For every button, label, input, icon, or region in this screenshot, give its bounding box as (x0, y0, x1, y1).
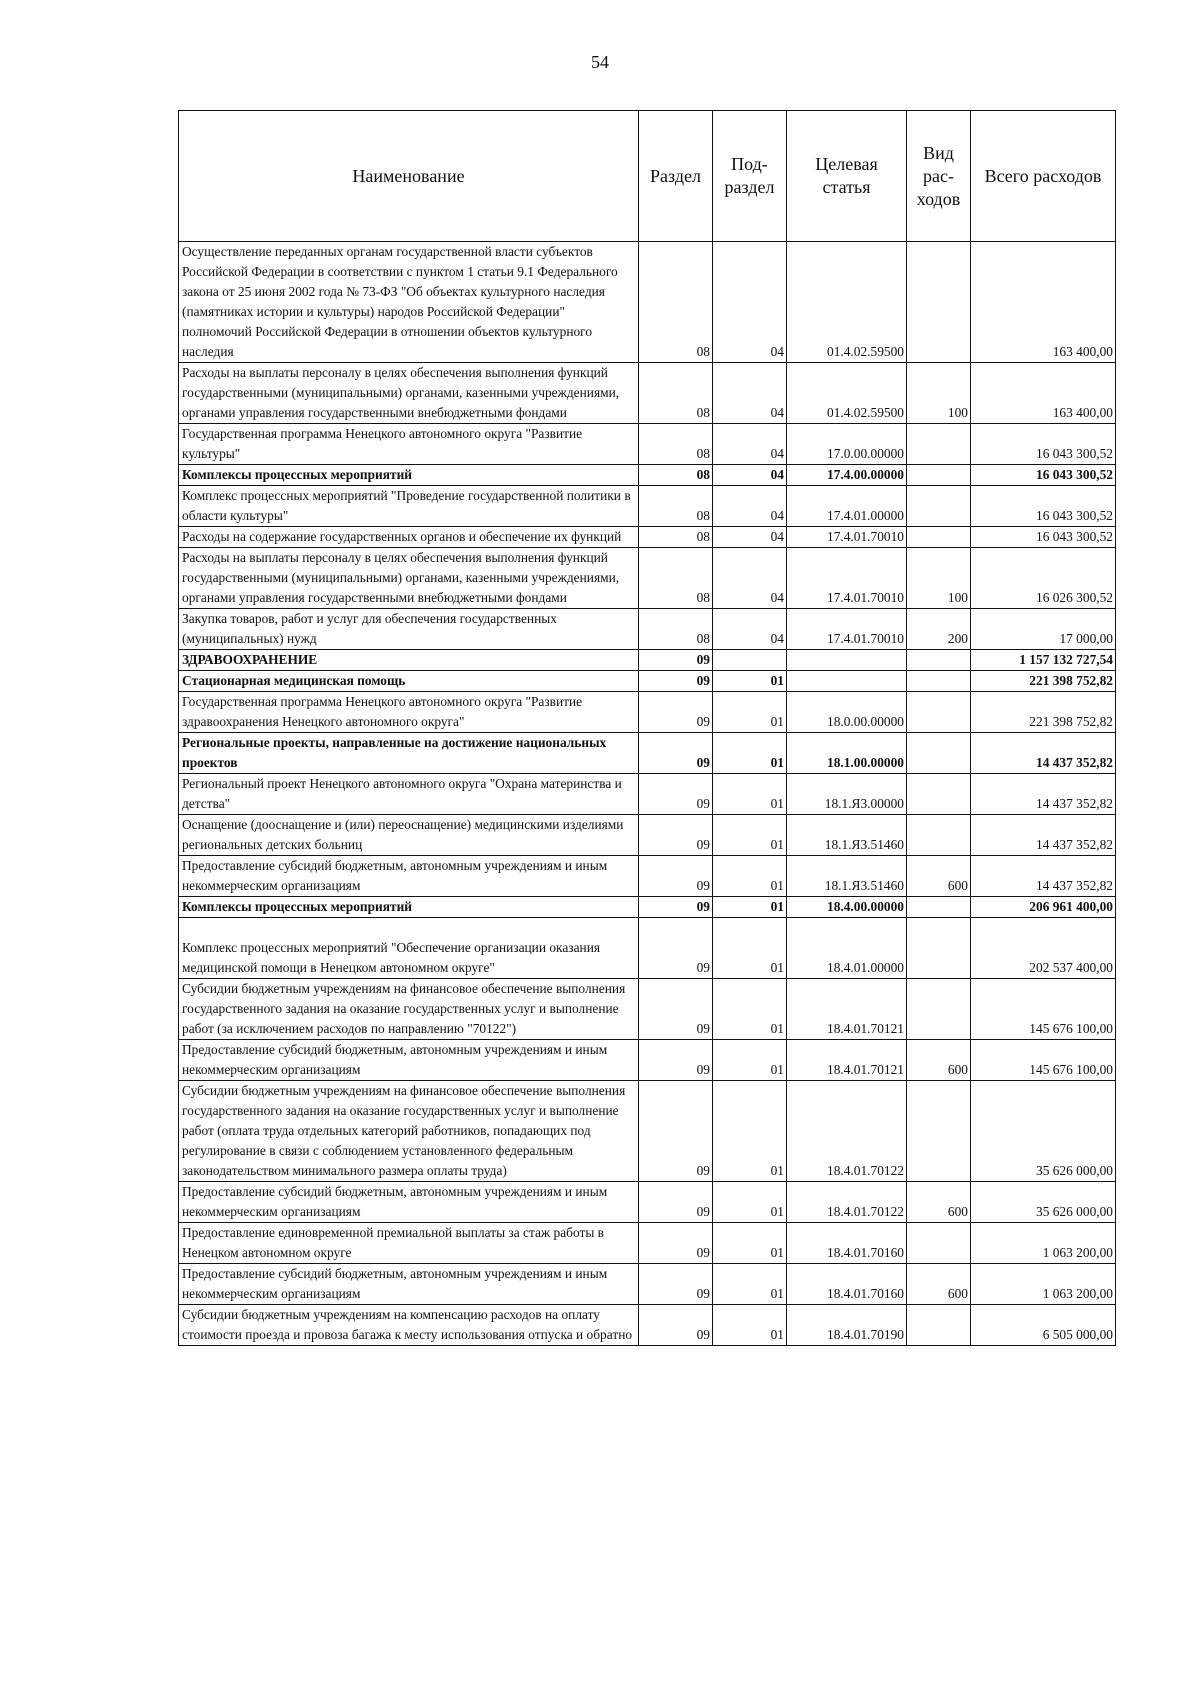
budget-table (178, 110, 1116, 1346)
row-total: 1 063 200,00 (971, 1264, 1116, 1305)
row-target: 18.4.01.70122 (787, 1081, 907, 1182)
header-name: Наименование (179, 111, 639, 242)
row-total: 206 961 400,00 (971, 897, 1116, 918)
row-kind: 200 (907, 609, 971, 650)
table-row (179, 856, 1116, 897)
row-subsection: 04 (713, 465, 787, 486)
row-subsection: 01 (713, 1182, 787, 1223)
row-target: 18.4.00.00000 (787, 897, 907, 918)
row-target: 18.1.Я3.51460 (787, 856, 907, 897)
row-total: 16 043 300,52 (971, 486, 1116, 527)
header-section: Раздел (639, 111, 713, 242)
row-subsection: 01 (713, 1223, 787, 1264)
row-subsection: 01 (713, 733, 787, 774)
row-name: Предоставление субсидий бюджетным, автономным учреждениям и иным некоммерческим организациям (179, 1182, 639, 1223)
row-subsection: 01 (713, 1081, 787, 1182)
row-target: 18.0.00.00000 (787, 692, 907, 733)
row-section: 08 (639, 424, 713, 465)
row-total: 145 676 100,00 (971, 979, 1116, 1040)
row-total: 6 505 000,00 (971, 1305, 1116, 1346)
row-total: 16 026 300,52 (971, 548, 1116, 609)
row-target: 17.4.01.70010 (787, 609, 907, 650)
row-section: 09 (639, 856, 713, 897)
row-kind (907, 527, 971, 548)
row-total: 163 400,00 (971, 363, 1116, 424)
header-target: Целевая статья (787, 111, 907, 242)
row-target: 01.4.02.59500 (787, 242, 907, 363)
row-kind (907, 979, 971, 1040)
row-target: 18.4.01.70122 (787, 1182, 907, 1223)
table-row (179, 918, 1116, 979)
row-section: 08 (639, 609, 713, 650)
row-section: 09 (639, 1305, 713, 1346)
row-section: 09 (639, 1081, 713, 1182)
page-number: 54 (591, 52, 609, 72)
row-name: Закупка товаров, работ и услуг для обеспечения государственных (муниципальных) нужд (179, 609, 639, 650)
row-kind: 100 (907, 548, 971, 609)
row-total: 16 043 300,52 (971, 527, 1116, 548)
row-section: 09 (639, 1223, 713, 1264)
row-kind (907, 671, 971, 692)
row-kind (907, 918, 971, 979)
row-kind: 600 (907, 1040, 971, 1081)
table-row (179, 486, 1116, 527)
table-row (179, 815, 1116, 856)
row-subsection: 04 (713, 363, 787, 424)
header-subsection: Под-раздел (713, 111, 787, 242)
row-section: 09 (639, 1182, 713, 1223)
row-target (787, 650, 907, 671)
row-kind: 600 (907, 1182, 971, 1223)
row-section: 08 (639, 527, 713, 548)
row-section: 09 (639, 692, 713, 733)
row-name: Расходы на содержание государственных органов и обеспечение их функций (179, 527, 639, 548)
row-section: 08 (639, 486, 713, 527)
table-row (179, 609, 1116, 650)
row-name: Государственная программа Ненецкого автономного округа "Развитие культуры" (179, 424, 639, 465)
table-row (179, 979, 1116, 1040)
row-total: 14 437 352,82 (971, 815, 1116, 856)
row-section: 09 (639, 918, 713, 979)
row-name: Предоставление субсидий бюджетным, автономным учреждениям и иным некоммерческим организациям (179, 856, 639, 897)
row-name: Субсидии бюджетным учреждениям на компенсацию расходов на оплату стоимости проезда и провоза багажа к месту использования отпуска и обратно (179, 1305, 639, 1346)
row-total: 145 676 100,00 (971, 1040, 1116, 1081)
table-row (179, 1305, 1116, 1346)
row-kind: 600 (907, 1264, 971, 1305)
row-name: Расходы на выплаты персоналу в целях обеспечения выполнения функций государственными (муниципальными) органами, казенными учреждениями, органами управления государственными внебюджетными фондами (179, 363, 639, 424)
row-total: 1 157 132 727,54 (971, 650, 1116, 671)
row-section: 08 (639, 242, 713, 363)
row-subsection: 01 (713, 671, 787, 692)
row-name: Предоставление субсидий бюджетным, автономным учреждениям и иным некоммерческим организациям (179, 1264, 639, 1305)
row-target: 18.1.Я3.00000 (787, 774, 907, 815)
row-name: Стационарная медицинская помощь (179, 671, 639, 692)
row-target: 18.1.Я3.51460 (787, 815, 907, 856)
row-subsection (713, 650, 787, 671)
row-kind (907, 897, 971, 918)
row-target: 18.4.01.00000 (787, 918, 907, 979)
row-kind (907, 486, 971, 527)
row-total: 35 626 000,00 (971, 1081, 1116, 1182)
row-name: Оснащение (дооснащение и (или) переоснащение) медицинскими изделиями региональных детских больниц (179, 815, 639, 856)
row-total: 14 437 352,82 (971, 856, 1116, 897)
table-row (179, 897, 1116, 918)
table-row (179, 424, 1116, 465)
header-row (179, 111, 1116, 242)
table-row (179, 733, 1116, 774)
row-name: Комплекс процессных мероприятий "Обеспечение организации оказания медицинской помощи в Ненецком автономном округе" (179, 918, 639, 979)
row-subsection: 01 (713, 1305, 787, 1346)
row-kind: 100 (907, 363, 971, 424)
row-kind (907, 242, 971, 363)
row-name: Региональный проект Ненецкого автономного округа "Охрана материнства и детства" (179, 774, 639, 815)
row-subsection: 01 (713, 979, 787, 1040)
row-name: Субсидии бюджетным учреждениям на финансовое обеспечение выполнения государственного задания на оказание государственных услуг и выполнение работ (оплата труда отдельных категорий работников, попадающих под регулирование в связи с соблюдением установленного федеральным законодательством минимального размера оплаты труда) (179, 1081, 639, 1182)
row-subsection: 01 (713, 1264, 787, 1305)
table-row (179, 548, 1116, 609)
row-target: 18.1.00.00000 (787, 733, 907, 774)
row-subsection: 04 (713, 424, 787, 465)
row-target: 17.0.00.00000 (787, 424, 907, 465)
row-subsection: 04 (713, 242, 787, 363)
row-subsection: 01 (713, 692, 787, 733)
row-name: Региональные проекты, направленные на достижение национальных проектов (179, 733, 639, 774)
row-section: 08 (639, 548, 713, 609)
row-target: 18.4.01.70190 (787, 1305, 907, 1346)
row-target: 18.4.01.70121 (787, 979, 907, 1040)
row-target: 18.4.01.70160 (787, 1223, 907, 1264)
row-target: 17.4.01.70010 (787, 548, 907, 609)
row-subsection: 04 (713, 548, 787, 609)
row-section: 09 (639, 815, 713, 856)
row-target: 17.4.01.00000 (787, 486, 907, 527)
row-subsection: 04 (713, 486, 787, 527)
row-name: Государственная программа Ненецкого автономного округа "Развитие здравоохранения Ненецкого автономного округа" (179, 692, 639, 733)
row-section: 09 (639, 979, 713, 1040)
row-total: 163 400,00 (971, 242, 1116, 363)
row-name: Комплексы процессных мероприятий (179, 465, 639, 486)
row-total: 16 043 300,52 (971, 424, 1116, 465)
table-row (179, 242, 1116, 363)
row-total: 1 063 200,00 (971, 1223, 1116, 1264)
header-kind: Вид рас-ходов (907, 111, 971, 242)
table-body (179, 242, 1116, 1346)
row-section: 08 (639, 465, 713, 486)
row-kind (907, 1081, 971, 1182)
row-total: 14 437 352,82 (971, 733, 1116, 774)
row-name: ЗДРАВООХРАНЕНИЕ (179, 650, 639, 671)
table-row (179, 1040, 1116, 1081)
row-total: 35 626 000,00 (971, 1182, 1116, 1223)
row-section: 09 (639, 1040, 713, 1081)
row-total: 16 043 300,52 (971, 465, 1116, 486)
row-target: 18.4.01.70121 (787, 1040, 907, 1081)
row-subsection: 01 (713, 856, 787, 897)
row-subsection: 01 (713, 897, 787, 918)
row-total: 14 437 352,82 (971, 774, 1116, 815)
row-target: 17.4.01.70010 (787, 527, 907, 548)
row-target (787, 671, 907, 692)
table-row (179, 527, 1116, 548)
row-kind (907, 1223, 971, 1264)
row-kind (907, 424, 971, 465)
row-kind (907, 774, 971, 815)
row-section: 09 (639, 897, 713, 918)
table-row (179, 1081, 1116, 1182)
row-name: Предоставление субсидий бюджетным, автономным учреждениям и иным некоммерческим организациям (179, 1040, 639, 1081)
row-subsection: 04 (713, 527, 787, 548)
table-row (179, 1182, 1116, 1223)
row-section: 09 (639, 774, 713, 815)
row-target: 17.4.00.00000 (787, 465, 907, 486)
table-row (179, 671, 1116, 692)
row-section: 08 (639, 363, 713, 424)
row-section: 09 (639, 671, 713, 692)
header-total: Всего расходов (971, 111, 1116, 242)
row-target: 01.4.02.59500 (787, 363, 907, 424)
row-name: Субсидии бюджетным учреждениям на финансовое обеспечение выполнения государственного задания на оказание государственных услуг и выполнение работ (за исключением расходов по направлению "70122") (179, 979, 639, 1040)
row-subsection: 01 (713, 918, 787, 979)
row-subsection: 01 (713, 774, 787, 815)
row-kind (907, 692, 971, 733)
row-kind (907, 815, 971, 856)
row-total: 202 537 400,00 (971, 918, 1116, 979)
row-total: 17 000,00 (971, 609, 1116, 650)
row-name: Предоставление единовременной премиальной выплаты за стаж работы в Ненецком автономном округе (179, 1223, 639, 1264)
row-target: 18.4.01.70160 (787, 1264, 907, 1305)
row-total: 221 398 752,82 (971, 692, 1116, 733)
row-subsection: 01 (713, 1040, 787, 1081)
row-section: 09 (639, 650, 713, 671)
table-row (179, 363, 1116, 424)
row-kind (907, 1305, 971, 1346)
row-section: 09 (639, 733, 713, 774)
row-subsection: 04 (713, 609, 787, 650)
table-row (179, 1223, 1116, 1264)
row-name: Осуществление переданных органам государственной власти субъектов Российской Федерации в соответствии с пунктом 1 статьи 9.1 Федерального закона от 25 июня 2002 года № 73-ФЗ "Об объектах культурного наследия (памятниках истории и культуры) народов Российской Федерации" полномочий Российской Федерации в отношении объектов культурного наследия (179, 242, 639, 363)
table-row (179, 692, 1116, 733)
row-section: 09 (639, 1264, 713, 1305)
table-row (179, 774, 1116, 815)
table-row (179, 465, 1116, 486)
row-name: Комплекс процессных мероприятий "Проведение государственной политики в области культуры" (179, 486, 639, 527)
row-name: Расходы на выплаты персоналу в целях обеспечения выполнения функций государственными (муниципальными) органами, казенными учреждениями, органами управления государственными внебюджетными фондами (179, 548, 639, 609)
row-total: 221 398 752,82 (971, 671, 1116, 692)
row-name: Комплексы процессных мероприятий (179, 897, 639, 918)
row-subsection: 01 (713, 815, 787, 856)
table-row (179, 650, 1116, 671)
row-kind (907, 465, 971, 486)
table-row (179, 1264, 1116, 1305)
row-kind (907, 733, 971, 774)
row-kind (907, 650, 971, 671)
row-kind: 600 (907, 856, 971, 897)
